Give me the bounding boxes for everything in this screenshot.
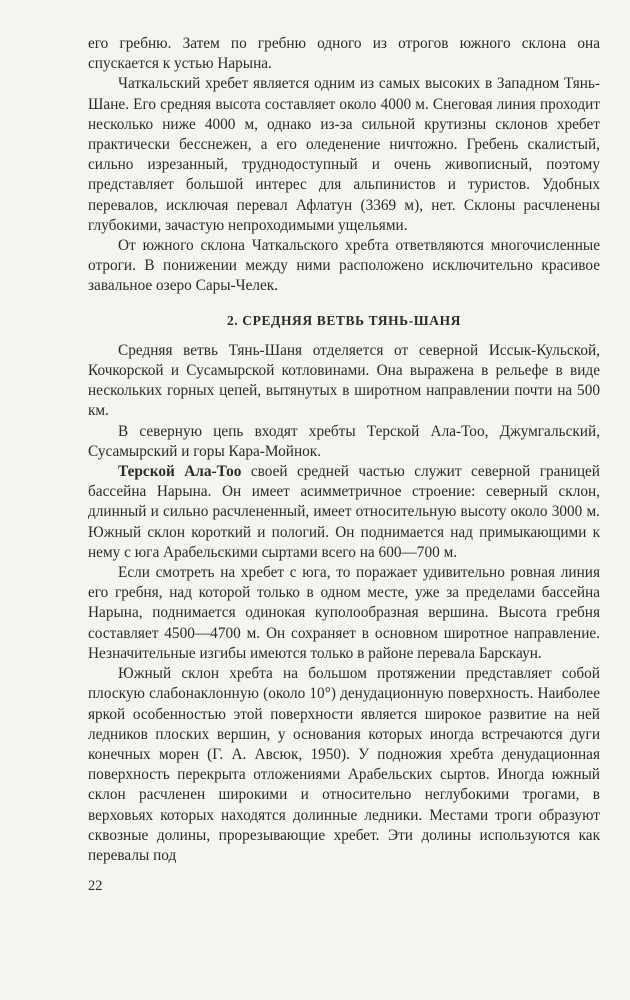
page-number: 22 [88, 878, 103, 894]
paragraph-southern-slope: Южный склон хребта на большом протяжении представляет собой плоскую слабонаклонную (около 10°) денудационную поверхность. Наиболее яркой особенностью этой поверхности является широкое развитие на ней ледников плоских вершин, у основания которых иногда встречаются дуги конечных морен (Г. А. Авсюк, 1950). У подножия хребта денудационная поверхность перекрыта отложениями Арабельских сыртов. Иногда южный склон расчленен широкими и относительно неглубокими трогами, в верховьях которых находятся долинные ледники. Местами троги образуют сквозные долины, прорезывающие хребет. Эти долины используются как перевалы под [88, 665, 600, 864]
section-heading: 2. СРЕДНЯЯ ВЕТВЬ ТЯНЬ-ШАНЯ [226, 312, 462, 328]
terskey-text: своей средней частью служит северной границей бассейна Нарына. Он имеет асимметричное строение: северный склон, длинный и сильно расчлененный, имеет относительную высоту около 3000 м. Южный склон короткий и пологий. Он поднимается над примыкающими к нему с юга Арабельскими сыртами всего на 600—700 м. [88, 463, 600, 561]
body-text [88, 34, 600, 866]
paragraph-chatkal-ridge: Чаткальский хребет является одним из самых высоких в Западном Тянь-Шане. Его средняя высота составляет около 4000 м. Снеговая линия проходит несколько ниже 4000 м, однако из-за сильной крутизны склонов хребет практически бесснежен, а его оледенение ничтожно. Гребень скалистый, сильно изрезанный, труднодоступный и очень живописный, поэтому представляет большой интерес для альпинистов и туристов. Удобных перевалов, исключая перевал Афлатун (3369 м), нет. Склоны расчленены глубокими, зачастую непроходимыми ущельями. [88, 75, 600, 234]
paragraph-middle-branch: Средняя ветвь Тянь-Шаня отделяется от северной Иссык-Кульской, Кочкорской и Сусамырской котловинами. Она выражена в рельефе в виде нескольких горных цепей, вытянутых в широтном направлении почти на 500 км. [88, 341, 600, 420]
terskey-term: Терской Ала-Тоо [118, 463, 242, 481]
paragraph-northern-chain: В северную цепь входят хребты Терской Ала-Тоо, Джумгальский, Сусамырский и горы Кара-Мойнок. [88, 422, 600, 460]
paragraph-terskey [88, 462, 600, 563]
paragraph-ridge-crest: Если смотреть на хребет с юга, то поражает удивительно ровная линия его гребня, над которой только в одном месте, уже за пределами бассейна Нарына, поднимается одинокая куполообразная вершина. Высота гребня составляет 4500—4700 м. Он сохраняет в основном широтное направление. Незначительные изгибы имеются только в районе перевала Барскаун. [88, 564, 600, 662]
paragraph-sary-chelek: От южного склона Чаткальского хребта ответвляются многочисленные отроги. В понижении между ними расположено исключительно красивое завальное озеро Сары-Челек. [88, 237, 600, 295]
paragraph-continuation: его гребню. Затем по гребню одного из отрогов южного склона она спускается к устью Нарына. [88, 35, 600, 73]
